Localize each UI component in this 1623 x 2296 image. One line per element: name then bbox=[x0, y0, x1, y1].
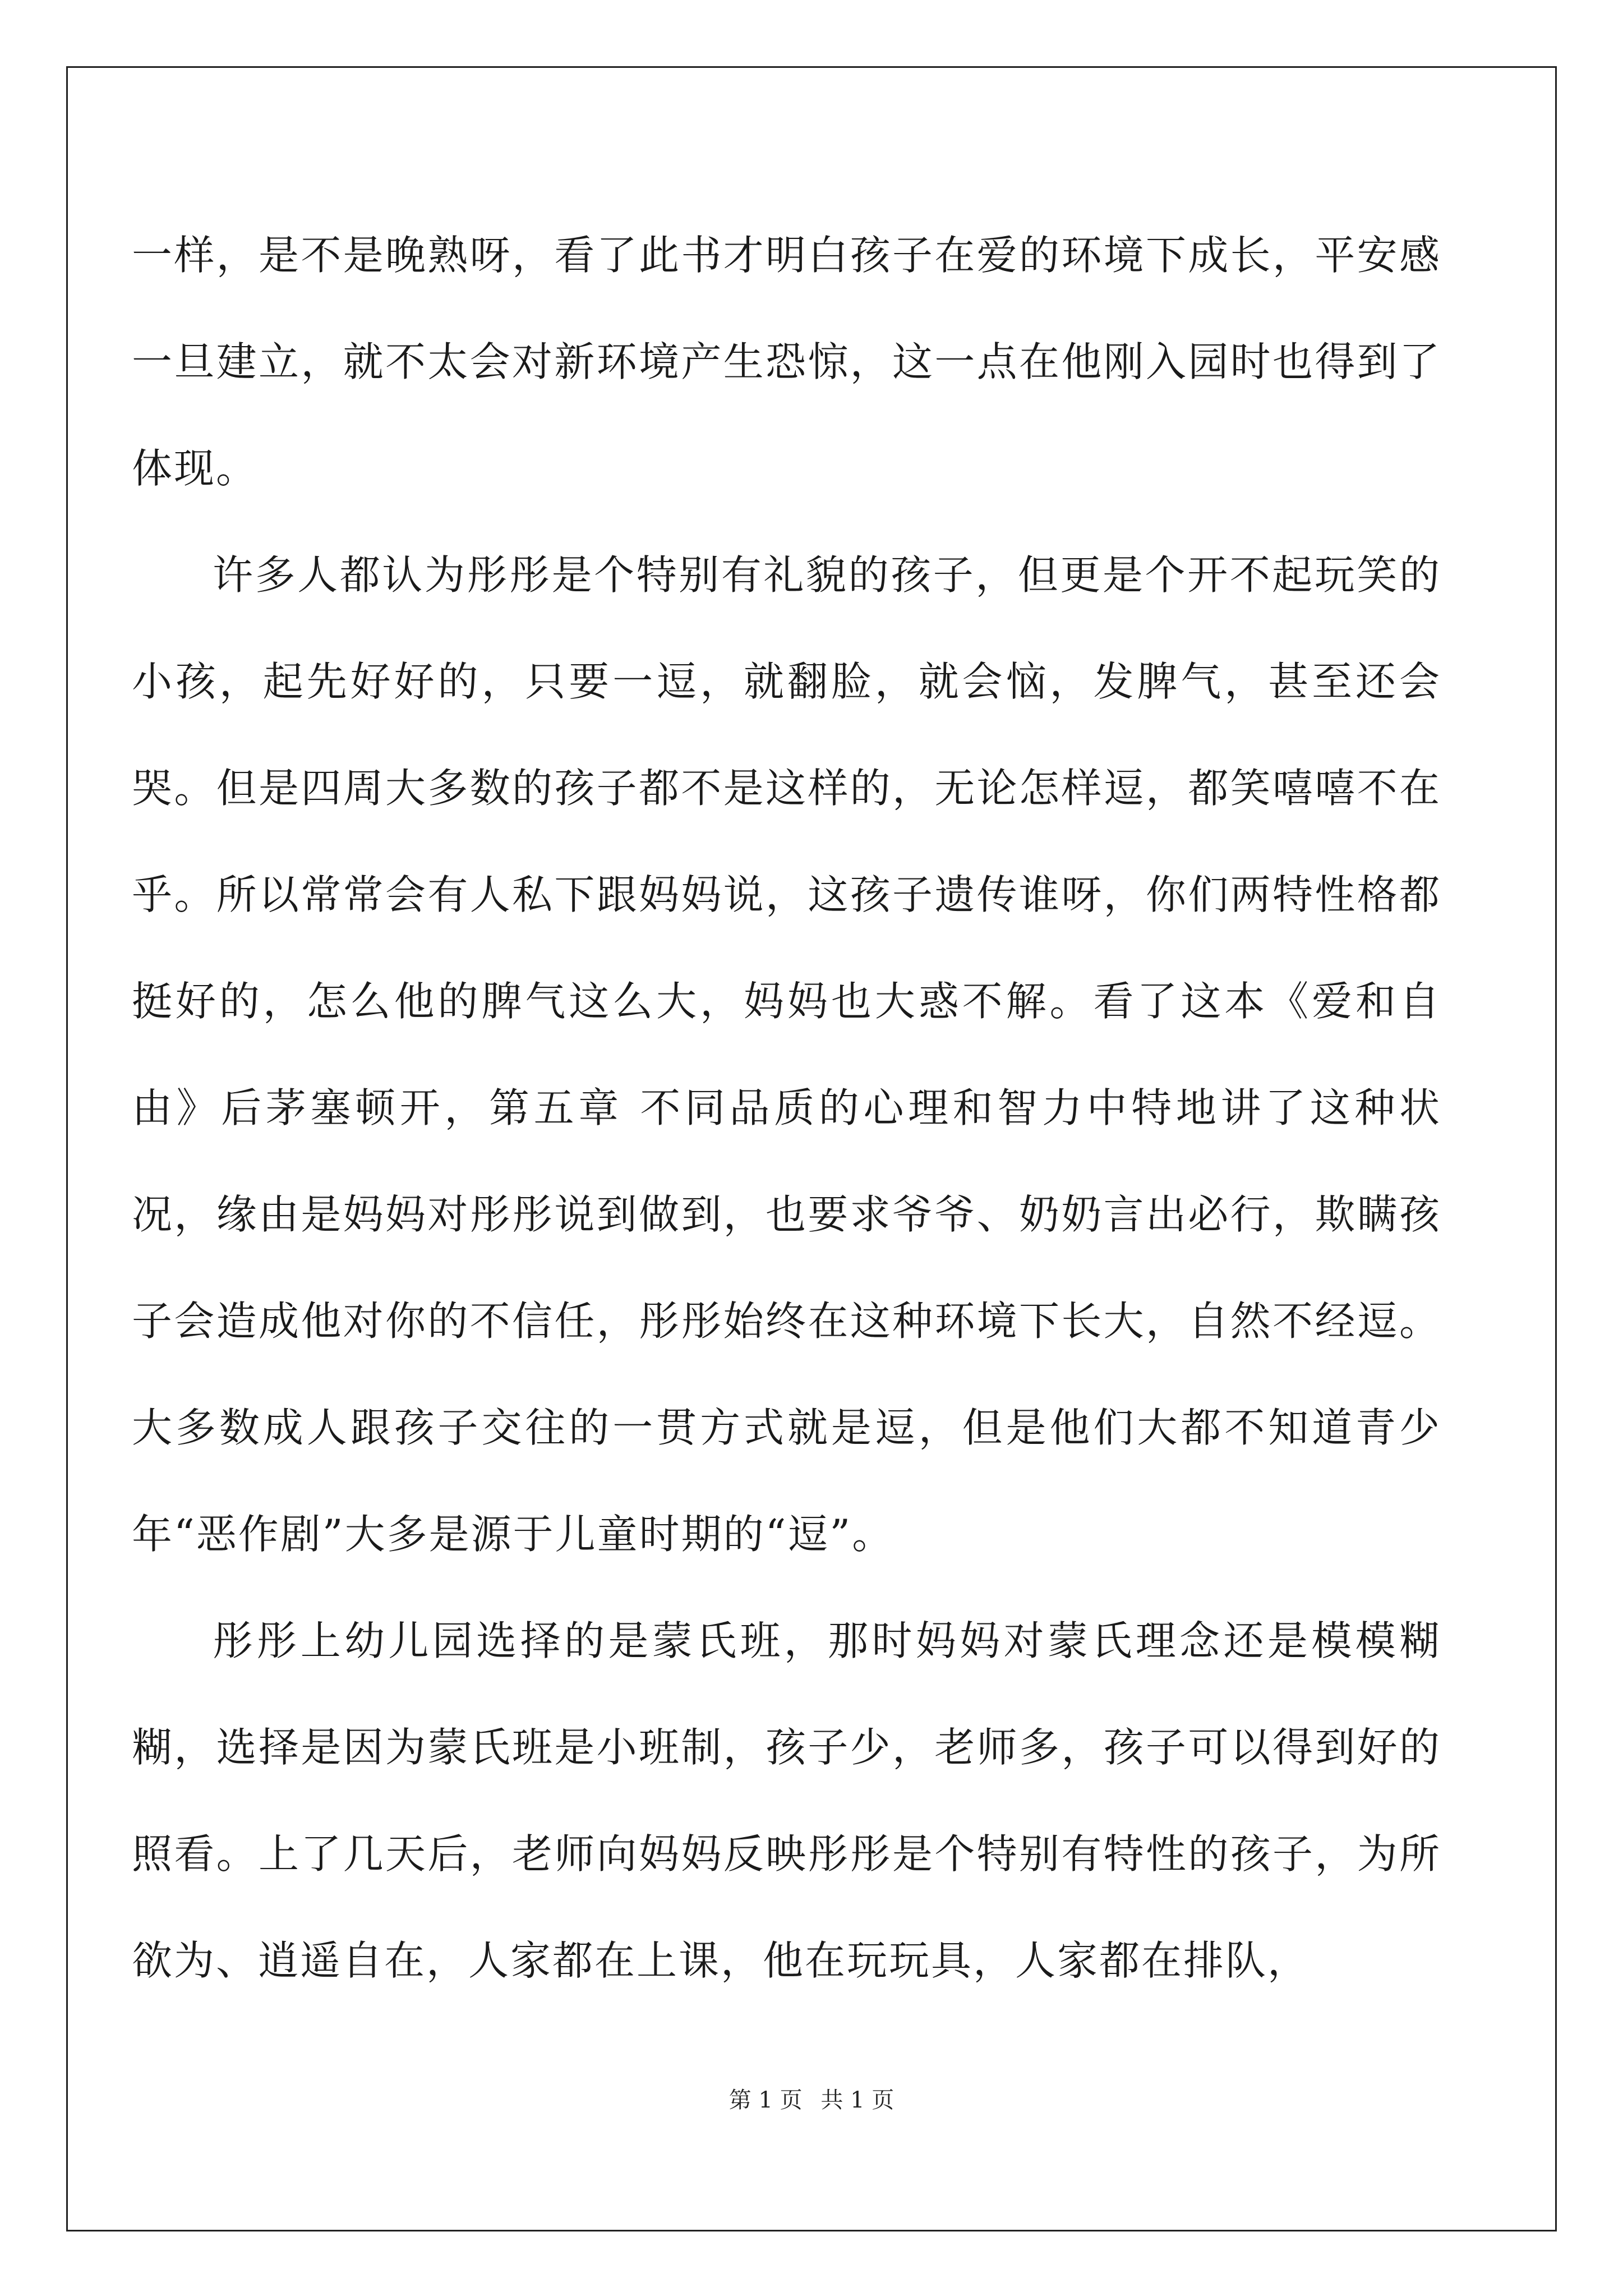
paragraph-2: 许多人都认为彤彤是个特别有礼貌的孩子，但更是个开不起玩笑的小孩，起先好好的，只要一逗，就翻脸，就会恼，发脾气，甚至还会哭。但是四周大多数的孩子都不是这样的，无论怎样逗，都笑嘻嘻不在乎。所以常常会有人私下跟妈妈说，这孩子遗传谁呀，你们两特性格都挺好的，怎么他的脾气这么大，妈妈也大惑不解。看了这本《爱和自由》后茅塞顿开，第五章 不同品质的心理和智力中特地讲了这种状况，缘由是妈妈对彤彤说到做到，也要求爷爷、奶奶言出必行，欺瞒孩子会造成他对你的不信任，彤彤始终在这种环境下长大，自然不经逗。大多数成人跟孩子交往的一贯方式就是逗，但是他们大都不知道青少年“恶作剧”大多是源于儿童时期的“逗”。 bbox=[132, 551, 1441, 1558]
page-number: 第 1 页 bbox=[728, 2087, 803, 2113]
document-body bbox=[132, 202, 1441, 2014]
page-total: 共 1 页 bbox=[820, 2087, 895, 2113]
paragraph-3: 彤彤上幼儿园选择的是蒙氏班，那时妈妈对蒙氏理念还是模模糊糊，选择是因为蒙氏班是小班制，孩子少，老师多，孩子可以得到好的照看。上了几天后，老师向妈妈反映彤彤是个特别有特性的孩子，为所欲为、逍遥自在，人家都在上课，他在玩玩具，人家都在排队， bbox=[132, 1617, 1441, 1984]
page-footer bbox=[0, 2082, 1623, 2114]
paragraph-1: 一样，是不是晚熟呀，看了此书才明白孩子在爱的环境下成长，平安感一旦建立，就不太会对新环境产生恐惊，这一点在他刚入园时也得到了体现。 bbox=[132, 232, 1441, 492]
